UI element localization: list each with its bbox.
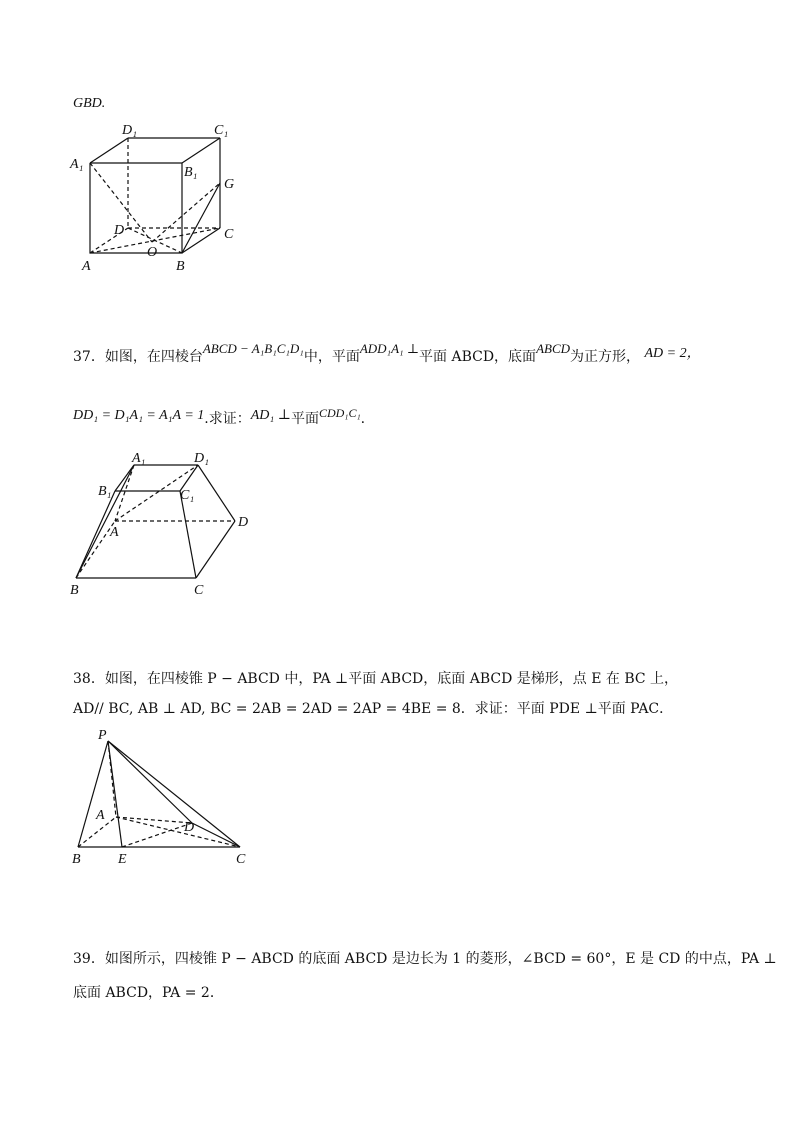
q36-cube-figure — [60, 120, 260, 280]
q38-label: C — [236, 852, 246, 867]
q37-edge — [196, 521, 235, 578]
q37-label: A₁ — [132, 451, 146, 466]
q38-label: D — [184, 820, 195, 835]
q38-hidden-edge — [116, 817, 192, 823]
q36-label: C₁ — [214, 123, 229, 138]
q38-edge — [108, 741, 192, 823]
q37-label: C — [194, 583, 204, 598]
q37-edge — [180, 491, 196, 578]
q39-line1: 39．如图所示，四棱锥 P − ABCD 的底面 ABCD 是边长为 1 的菱形，∠BCD = 60°，E 是 CD 的中点，PA ⊥ — [73, 951, 777, 967]
q37-label: A — [110, 525, 119, 540]
q37-end: . — [360, 411, 366, 427]
q37-target: CDD₁C₁ — [318, 406, 361, 420]
q37-plane: ADD₁A₁ ⊥ — [359, 341, 420, 356]
q37-frustum-figure — [60, 448, 270, 598]
q36-edge — [90, 138, 128, 163]
q36-label: B — [176, 259, 185, 274]
q37-base: ABCD — [536, 341, 571, 356]
q39-line2: 底面 ABCD，PA = 2． — [73, 985, 224, 1001]
q36-label: C — [224, 227, 234, 242]
q37-edge — [115, 465, 134, 491]
q38-label: A — [96, 808, 105, 823]
q38-label: P — [98, 728, 107, 743]
q38-pyramid-figure — [60, 725, 260, 870]
q37-label: D₁ — [194, 451, 209, 466]
q36-front-face — [90, 163, 182, 253]
q37-edge — [198, 465, 235, 521]
q37-tail: 为正方形， — [570, 349, 641, 365]
q37-label: B — [70, 583, 79, 598]
q36-tail-text: GBD. — [73, 96, 106, 111]
q36-label: G — [224, 177, 235, 192]
q37-prefix: 37．如图，在四棱台 — [73, 349, 203, 365]
q37-line1 — [73, 341, 701, 367]
q36-label: D — [114, 223, 125, 238]
q36-label: O — [147, 245, 158, 260]
q38-label: E — [118, 852, 127, 867]
q37-prism: ABCD − A₁B₁C₁D₁ — [202, 341, 304, 356]
q38-edge — [192, 823, 240, 847]
q37-plane2: 平面 ABCD，底面 — [419, 349, 537, 365]
q37-label: B₁ — [98, 484, 112, 499]
q36-label: A — [82, 259, 91, 274]
q36-label: D₁ — [122, 123, 137, 138]
q36-label: A₁ — [70, 157, 84, 172]
q37-claim: AD₁ ⊥ — [250, 408, 291, 423]
q37-plane-word: 平面 — [290, 411, 319, 427]
q38-line2: AD// BC, AB ⊥ AD, BC = 2AB = 2AD = 2AP = 4BE = 8．求证：平面 PDE ⊥平面 PAC． — [73, 701, 674, 717]
q37-mid: 中，平面 — [303, 349, 360, 365]
q37-line2 — [73, 406, 366, 429]
q36-edge — [182, 138, 220, 163]
q36-label: B₁ — [184, 165, 198, 180]
q37-prove: .求证： — [204, 411, 251, 427]
q36-segment-bg — [182, 183, 220, 253]
q37-lengths: DD₁ = D₁A₁ = A₁A = 1 — [73, 408, 205, 423]
q36-diagonal — [152, 183, 220, 242]
q37-ad: AD = 2， — [644, 346, 701, 361]
q37-hidden-edge — [115, 465, 134, 521]
q38-line1: 38．如图，在四棱锥 P − ABCD 中，PA ⊥平面 ABCD，底面 ABCD 是梯形，点 E 在 BC 上， — [73, 671, 679, 687]
q38-edge — [78, 741, 108, 847]
q38-label: B — [72, 852, 81, 867]
q37-label: D — [238, 515, 249, 530]
q37-label: C₁ — [180, 488, 195, 503]
